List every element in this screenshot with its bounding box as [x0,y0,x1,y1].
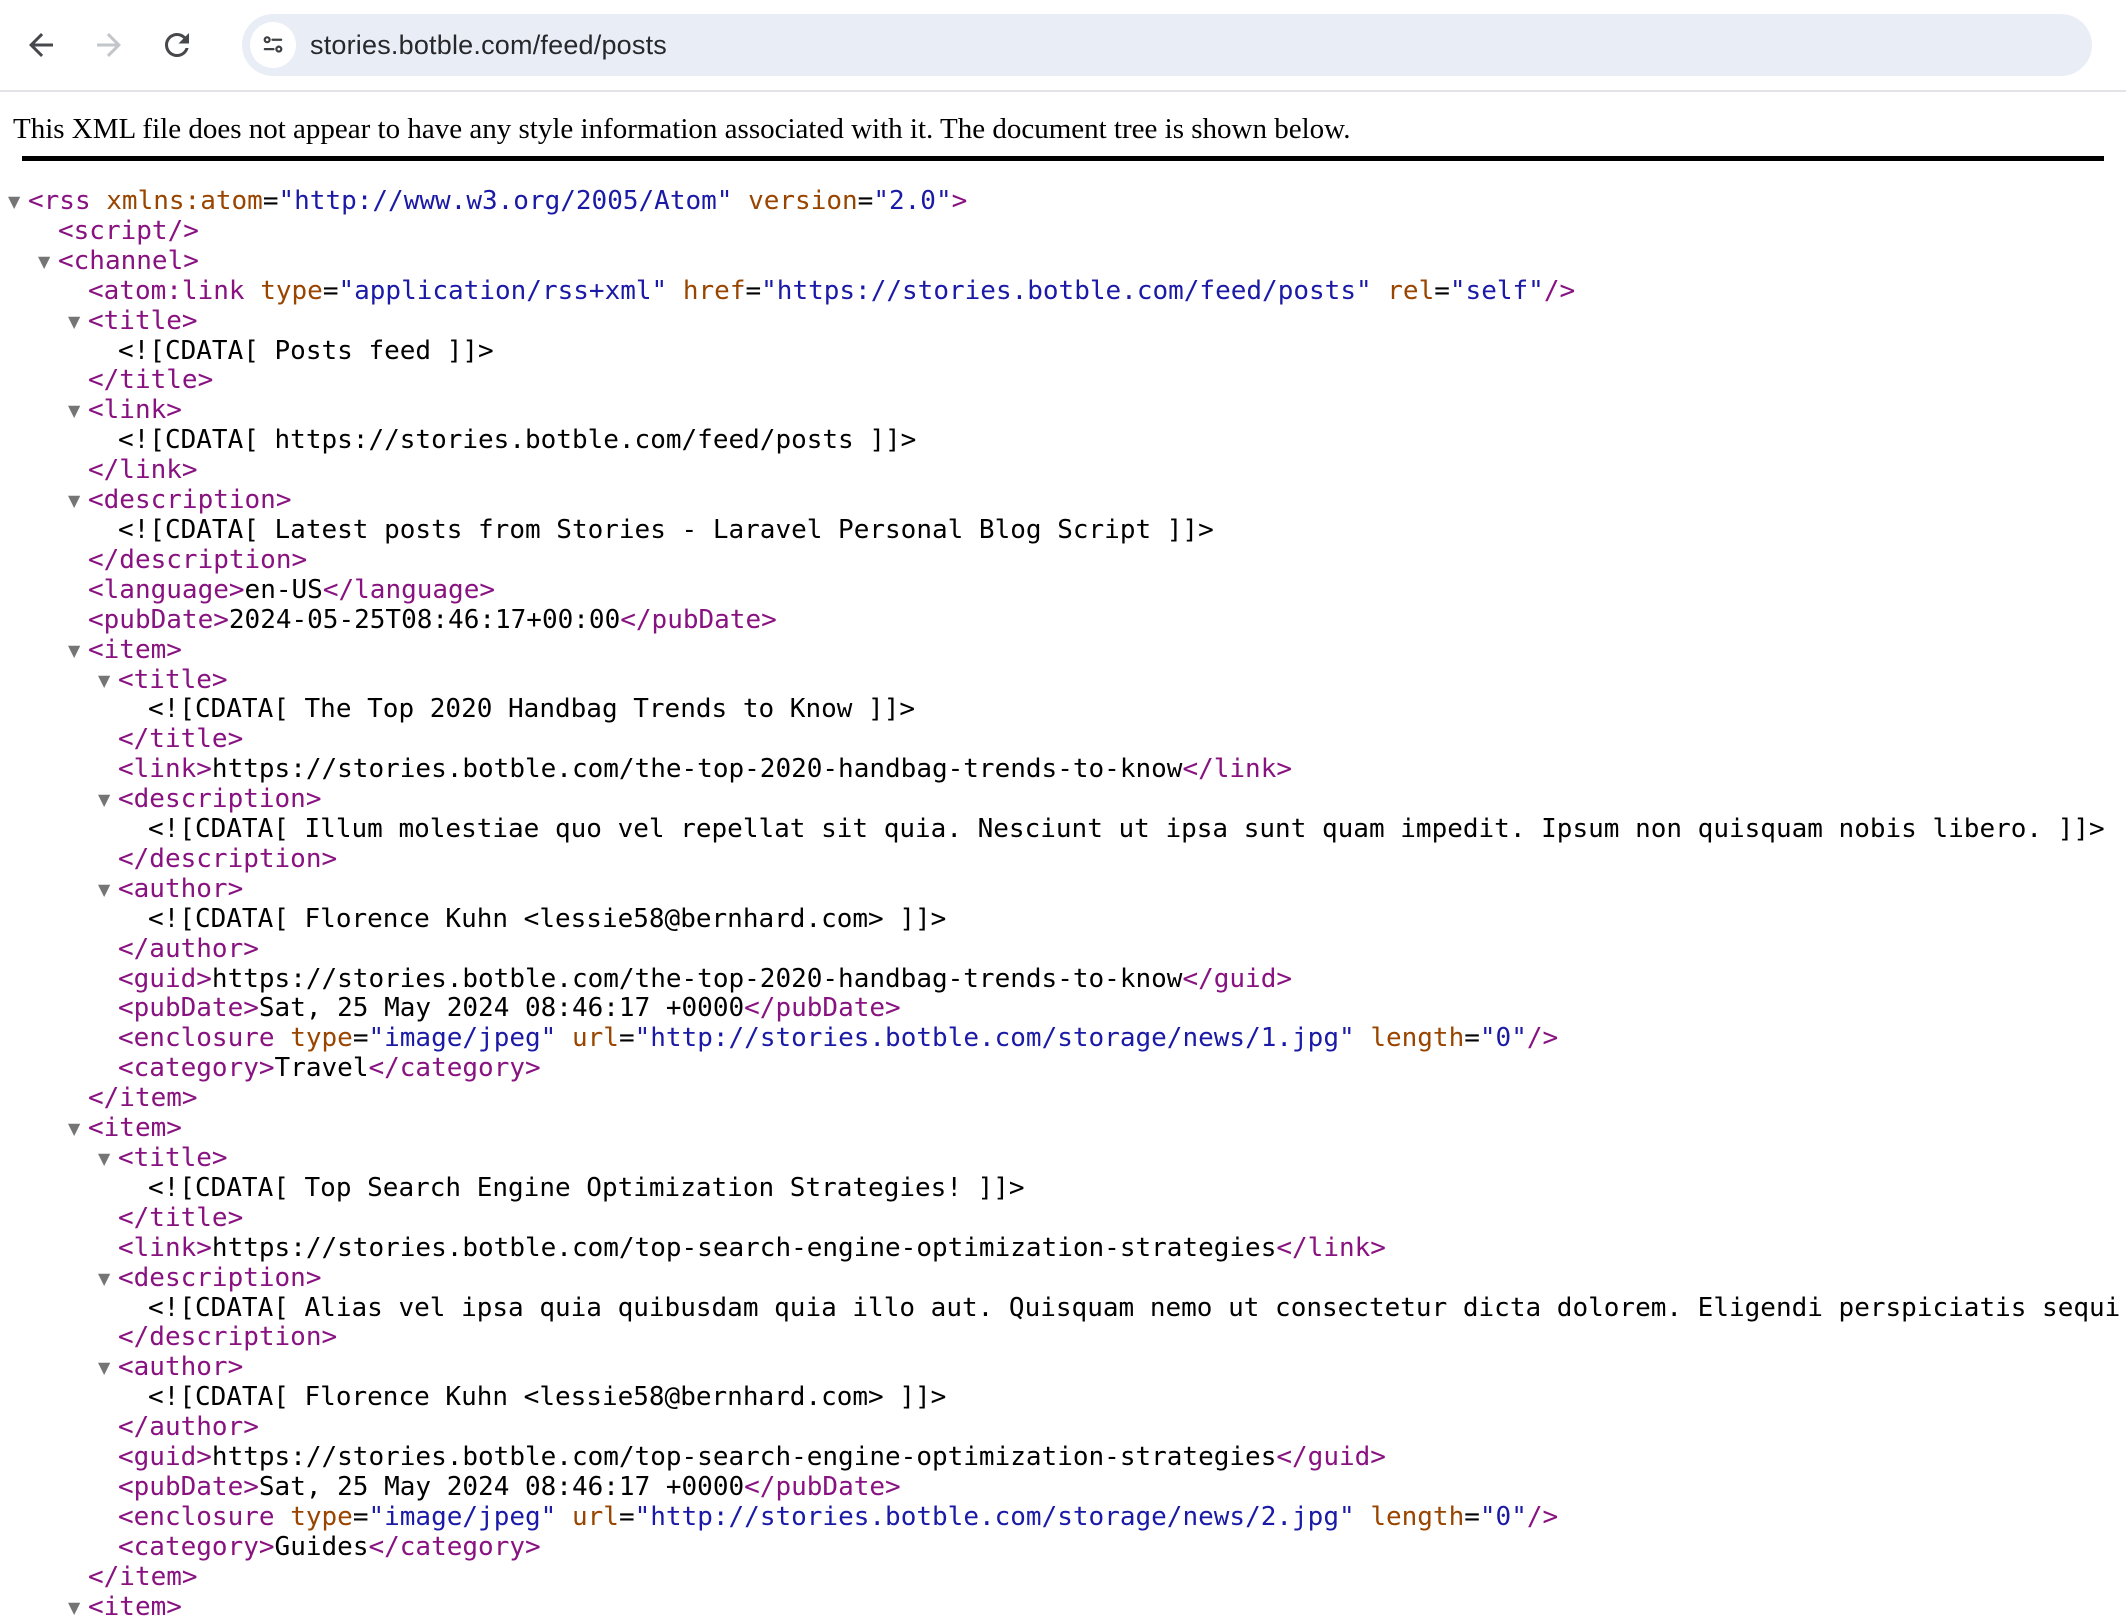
xml-plain: = [262,186,279,216]
xml-text: <![CDATA[ Alias vel ipsa quia quibusdam quia illo aut. Quisquam nemo ut consectetur dicta dolorem. Eligendi perspiciatis sequi [148,1292,2121,1323]
xml-tag: <channel> [58,245,199,276]
xml-tag: <guid> [118,963,212,994]
xml-attribute-name: version [748,186,858,216]
xml-attribute-name: type [290,1023,353,1054]
xml-plain: = [1464,1501,1480,1532]
xml-tag: <link> [118,754,212,785]
xml-tag: </title> [88,365,214,396]
xml-text: Travel [274,1053,369,1084]
xml-text: https://stories.botble.com/the-top-2020-handbag-trends-to-know [211,754,1183,785]
xml-tag: </description> [88,544,308,575]
xml-document-tree [0,187,2126,1623]
xml-tag: </description> [118,1322,338,1353]
xml-plain [667,276,683,306]
xml-attribute-value: "http://www.w3.org/2005/Atom" [278,186,733,216]
xml-tag: <description> [88,485,292,516]
xml-text: <![CDATA[ Top Search Engine Optimization Strategies! ]]> [148,1172,1025,1203]
xml-tag: </category> [368,1053,541,1084]
xml-line [0,755,2126,785]
collapse-arrow-icon[interactable]: ▼ [68,491,81,511]
xml-text: <![CDATA[ Illum molestiae quo vel repellat sit quia. Nesciunt ut ipsa sunt quam impedit. Ipsum non quisquam nobis libero. ]]> [148,814,2105,845]
xml-line [0,1174,2126,1204]
xml-tag: </link> [1182,754,1293,785]
collapse-arrow-icon[interactable]: ▼ [98,1149,111,1168]
xml-tag: <guid> [118,1442,212,1473]
xml-text: https://stories.botble.com/top-search-engine-optimization-strategies [211,1442,1277,1473]
xml-text: https://stories.botble.com/top-search-engine-optimization-strategies [211,1232,1277,1263]
forward-button[interactable] [82,18,136,72]
xml-text: <![CDATA[ The Top 2020 Handbag Trends to Know ]]> [148,694,916,725]
xml-attribute-value: "0" [1479,1501,1527,1532]
xml-line [0,576,2126,606]
xml-tag: /> [1526,1023,1559,1054]
xml-attribute-name: url [571,1501,619,1532]
xml-plain: = [352,1501,369,1532]
xml-tag: <description> [118,1262,322,1293]
xml-plain [556,1023,572,1053]
xml-tag: </language> [322,574,496,605]
xml-attribute-name: xmlns:atom [106,186,263,216]
forward-arrow-icon [91,27,127,63]
xml-tag: <script/> [58,215,199,246]
xml-text: Guides [274,1531,369,1562]
xml-line [0,666,2126,696]
xml-text: Sat, 25 May 2024 08:46:17 +0000 [258,993,745,1024]
xml-line [0,905,2126,935]
collapse-arrow-icon[interactable]: ▼ [68,640,81,660]
xml-tag: /> [1543,275,1576,306]
xml-line [0,456,2126,486]
xml-line [0,1563,2126,1593]
xml-tag: <enclosure [118,1023,291,1054]
collapse-arrow-icon[interactable]: ▼ [68,1119,81,1139]
xml-tag: </link> [1276,1232,1386,1263]
collapse-arrow-icon[interactable]: ▼ [68,1597,81,1617]
xml-tag: <link> [88,395,182,426]
xml-line [0,785,2126,815]
xml-plain: = [1464,1023,1480,1054]
xml-text: 2024-05-25T08:46:17+00:00 [228,604,621,635]
url-bar[interactable] [242,14,2092,76]
xml-line [0,396,2126,426]
xml-line [0,1024,2126,1054]
xml-plain [732,186,748,216]
xml-tag: <item> [88,1113,182,1144]
reload-button[interactable] [150,18,204,72]
xml-tag: <category> [118,1053,275,1084]
xml-text: <![CDATA[ Posts feed ]]> [118,335,494,366]
xml-tag: <pubDate> [118,993,259,1024]
xml-line [0,935,2126,965]
xml-attribute-name: type [260,275,323,306]
xml-tag: </guid> [1276,1442,1386,1473]
xml-plain: = [618,1023,635,1054]
xml-tag: </pubDate> [744,1471,901,1502]
xml-plain: = [352,1023,369,1054]
collapse-arrow-icon[interactable]: ▼ [8,192,21,211]
xml-tag: <language> [88,574,245,605]
xml-line [0,1144,2126,1174]
xml-tag: </title> [118,1202,244,1233]
xml-line [0,875,2126,905]
url-text: stories.botble.com/feed/posts [310,29,667,60]
xml-line [0,1353,2126,1383]
xml-line [0,1383,2126,1413]
xml-attribute-name: length [1370,1501,1465,1532]
back-button[interactable] [14,18,68,72]
xml-tag: <title> [118,1143,228,1173]
xml-plain [1355,1023,1371,1053]
xml-line [0,1323,2126,1353]
xml-tag: </guid> [1182,963,1293,994]
xml-tag: </category> [368,1531,541,1562]
xml-tag: <rss [28,186,107,216]
xml-plain: = [745,275,762,306]
xml-line [0,725,2126,755]
xml-tag: <pubDate> [88,604,229,635]
xml-line [0,426,2126,456]
xml-line [0,1234,2126,1264]
xml-line [0,1054,2126,1084]
collapse-arrow-icon[interactable]: ▼ [68,401,81,421]
xml-tag: <pubDate> [118,1471,259,1502]
xml-attribute-name: type [290,1501,353,1532]
notice-divider [22,156,2104,161]
xml-style-notice: This XML file does not appear to have any style information associated with it. The document tree is shown below. [13,113,1351,145]
xml-line [0,546,2126,576]
xml-tag: </pubDate> [744,993,901,1024]
site-info-button[interactable] [250,22,296,68]
xml-line [0,1204,2126,1234]
xml-plain: = [618,1501,635,1532]
collapse-arrow-icon[interactable]: ▼ [98,1268,111,1288]
xml-tag: </item> [88,1083,198,1114]
xml-tag: </pubDate> [620,604,777,635]
xml-tag: <enclosure [118,1501,291,1532]
xml-attribute-value: "http://stories.botble.com/storage/news/2.jpg" [634,1501,1355,1532]
xml-tag: </author> [118,1412,259,1443]
xml-line [0,1413,2126,1443]
xml-tag: </description> [118,843,338,874]
xml-attribute-value: "image/jpeg" [368,1501,557,1532]
xml-tag: <title> [88,305,198,336]
xml-plain: = [857,186,874,216]
xml-line [0,1503,2126,1533]
xml-text: <![CDATA[ https://stories.botble.com/feed/posts ]]> [118,425,917,456]
collapse-arrow-icon[interactable]: ▼ [68,311,81,331]
xml-line [0,217,2126,247]
xml-line [0,636,2126,666]
xml-line [0,307,2126,337]
xml-text: Sat, 25 May 2024 08:46:17 +0000 [258,1471,745,1502]
collapse-arrow-icon[interactable]: ▼ [38,251,51,271]
reload-icon [159,27,195,63]
xml-text: https://stories.botble.com/the-top-2020-handbag-trends-to-know [211,963,1183,994]
xml-attribute-value: "0" [1479,1023,1527,1054]
xml-attribute-value: "image/jpeg" [368,1023,557,1054]
xml-line [0,965,2126,995]
xml-tag: </title> [118,724,244,755]
xml-line [0,1473,2126,1503]
collapse-arrow-icon[interactable]: ▼ [98,1358,111,1378]
xml-line [0,337,2126,367]
xml-line [0,1533,2126,1563]
xml-line [0,366,2126,396]
xml-plain: = [1434,275,1450,306]
xml-tag: </author> [118,933,259,964]
xml-line [0,247,2126,277]
collapse-arrow-icon[interactable]: ▼ [98,670,111,690]
xml-line [0,277,2126,307]
xml-tag: <link> [118,1232,212,1263]
xml-attribute-name: href [682,275,746,306]
xml-attribute-name: url [571,1023,619,1054]
xml-tag: <author> [118,1352,244,1383]
collapse-arrow-icon[interactable]: ▼ [98,879,111,899]
xml-plain [1372,276,1388,306]
xml-line [0,695,2126,725]
xml-plain [556,1502,572,1532]
xml-line [0,486,2126,516]
xml-attribute-value: "self" [1449,275,1544,306]
xml-attribute-value: "application/rss+xml" [338,275,668,306]
xml-tag: <item> [88,1591,182,1622]
xml-plain: = [322,275,339,306]
xml-tag: </item> [88,1561,198,1592]
xml-attribute-value: "https://stories.botble.com/feed/posts" [761,275,1372,306]
xml-line [0,845,2126,875]
browser-toolbar [0,0,2126,92]
xml-attribute-name: rel [1387,275,1435,306]
xml-text: <![CDATA[ Florence Kuhn <lessie58@bernhard.com> ]]> [148,903,947,934]
xml-plain [1355,1502,1371,1532]
xml-tag: > [951,186,968,216]
xml-line [0,187,2126,217]
xml-attribute-value: "http://stories.botble.com/storage/news/1.jpg" [634,1023,1355,1054]
xml-tag: <category> [118,1531,275,1562]
xml-attribute-value: "2.0" [873,186,952,216]
xml-text: en-US [244,574,323,605]
xml-tag: <item> [88,634,182,665]
collapse-arrow-icon[interactable]: ▼ [98,790,111,810]
xml-text: <![CDATA[ Florence Kuhn <lessie58@bernhard.com> ]]> [148,1382,947,1413]
xml-line [0,815,2126,845]
xml-tag: <atom:link [88,275,261,306]
site-settings-sliders-icon [259,31,287,59]
xml-line [0,1264,2126,1294]
xml-line [0,606,2126,636]
xml-text: <![CDATA[ Latest posts from Stories - Laravel Personal Blog Script ]]> [118,514,1214,545]
xml-attribute-name: length [1370,1023,1465,1054]
xml-tag: <author> [118,873,244,904]
xml-tag: </link> [88,455,198,486]
xml-line [0,1114,2126,1144]
xml-line [0,516,2126,546]
xml-line [0,1443,2126,1473]
xml-tag: <description> [118,784,322,815]
xml-tag: <title> [118,664,228,695]
xml-line [0,1084,2126,1114]
back-arrow-icon [23,27,59,63]
xml-line [0,1294,2126,1324]
xml-line [0,994,2126,1024]
xml-tag: /> [1526,1501,1559,1532]
